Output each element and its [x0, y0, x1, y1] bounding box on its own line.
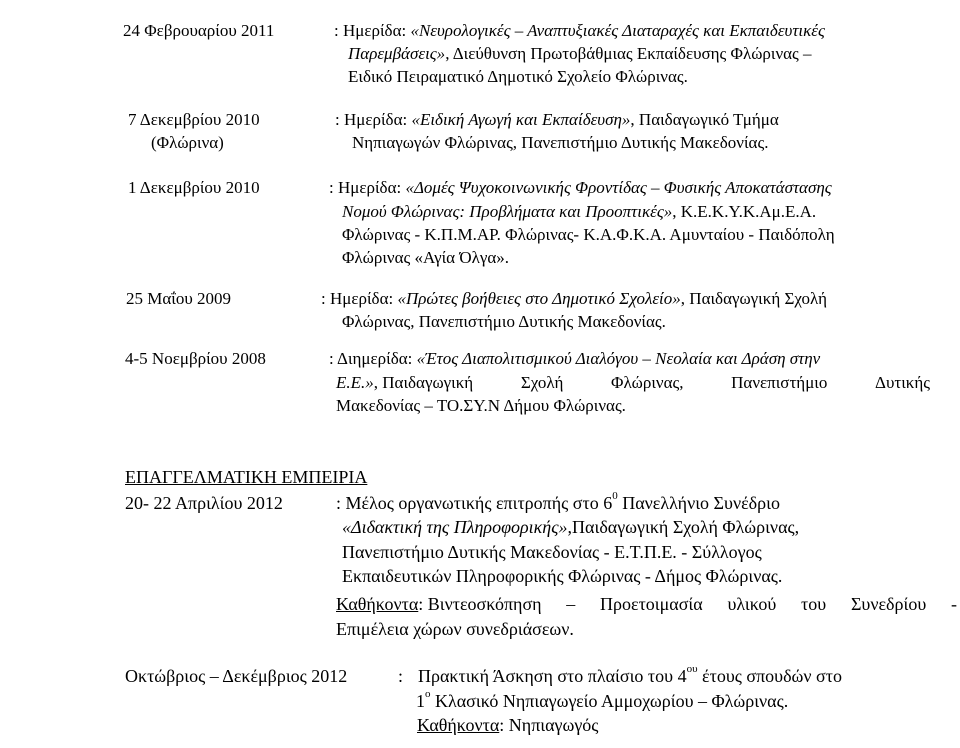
seminar-text: Νηπιαγωγών Φλώρινας, Πανεπιστήμιο Δυτικής Μακεδονίας.: [352, 133, 769, 152]
seminar-title: Νομού Φλώρινας: Προβλήματα και Προοπτικές»: [342, 202, 673, 221]
seminar-prefix: : Ημερίδα:: [334, 21, 411, 40]
seminar-location: (Φλώρινα): [151, 133, 224, 152]
duties-text: : Νηπιαγωγός: [499, 715, 599, 735]
seminar-text: [334, 22, 825, 39]
experience-role: έτους σπουδών στο: [697, 666, 842, 686]
seminar-text: Φλώρινας - Κ.Π.Μ.ΑΡ. Φλώρινας- Κ.Α.Φ.Κ.Α. Αμυνταίου - Παιδόπολη: [342, 225, 835, 244]
experience-date: 20- 22 Απριλίου 2012: [125, 493, 283, 513]
section-heading: ΕΠΑΓΓΕΛΜΑΤΙΚΗ ΕΜΠΕΙΡΙΑ: [125, 467, 368, 487]
experience-text: [342, 518, 799, 536]
duties-text: υλικού: [727, 594, 777, 614]
experience-organizer: ,Παιδαγωγική Σχολή Φλώρινας,: [567, 517, 800, 537]
seminar-date: 7 Δεκεμβρίου 2010: [128, 110, 260, 129]
seminar-text: [348, 45, 812, 62]
duties-text: -: [950, 594, 957, 614]
seminar-title: Παρεμβάσεις»: [348, 44, 446, 63]
experience-text: Πανεπιστήμιο Δυτικής Μακεδονίας - Ε.Τ.Π.Ε. - Σύλλογος: [342, 542, 762, 562]
duties-text: Προετοιμασία: [600, 594, 703, 614]
duties-text: του: [801, 594, 827, 614]
conference-title: «Διδακτική της Πληροφορικής»: [342, 517, 568, 537]
seminar-text: [342, 203, 816, 220]
experience-place: 1: [416, 691, 425, 711]
seminar-text: [329, 350, 820, 367]
seminar-prefix: : Ημερίδα:: [335, 110, 412, 129]
seminar-prefix: : Διημερίδα:: [329, 349, 417, 368]
seminar-title: «Ειδική Αγωγή και Εκπαίδευση»: [411, 110, 631, 129]
seminar-organizer: , Διεύθυνση Πρωτοβάθμιας Εκπαίδευσης Φλώρινας –: [445, 44, 812, 63]
experience-role: Πρακτική Άσκηση στο πλαίσιο του 4: [418, 666, 687, 686]
seminar-text: Μακεδονίας – ΤΟ.ΣΥ.Ν Δήμου Φλώρινας.: [336, 396, 626, 415]
duties-text: Συνεδρίου: [850, 594, 927, 614]
duties-text: –: [566, 594, 576, 614]
superscript: 0: [612, 490, 618, 502]
duties-label: Καθήκοντα: [417, 715, 500, 735]
experience-text: [336, 490, 780, 513]
seminar-title: «Νευρολογικές – Αναπτυξιακές Διαταραχές και Εκπαιδευτικές: [410, 21, 825, 40]
seminar-text: Ειδικό Πειραματικό Δημοτικό Σχολείο Φλώρινας.: [348, 67, 688, 86]
seminar-organizer: , Παιδαγωγικό Τμήμα: [630, 110, 779, 129]
experience-colon: :: [398, 666, 404, 686]
experience-text: [418, 663, 842, 686]
seminar-organizer: , Παιδαγωγική: [373, 373, 474, 392]
experience-text: [416, 688, 789, 711]
seminar-date: 25 Μαΐου 2009: [126, 289, 232, 308]
superscript: ου: [686, 663, 698, 675]
seminar-title: «Δομές Ψυχοκοινωνικής Φροντίδας – Φυσικής Αποκατάστασης: [405, 178, 832, 197]
seminar-text: [336, 374, 930, 391]
seminar-organizer: Σχολή: [520, 373, 564, 392]
seminar-date: 24 Φεβρουαρίου 2011: [123, 21, 275, 40]
seminar-text: [335, 111, 779, 128]
seminar-title: Ε.Ε.»: [336, 373, 374, 392]
seminar-text: [321, 290, 827, 307]
seminar-date: 1 Δεκεμβρίου 2010: [128, 178, 260, 197]
seminar-organizer: Δυτικής: [875, 373, 930, 392]
duties-text: : Βιντεοσκόπηση: [418, 594, 542, 614]
experience-role: : Μέλος οργανωτικής επιτροπής στο 6: [336, 493, 613, 513]
seminar-title: «Έτος Διαπολιτισμικού Διαλόγου – Νεολαία και Δράση στην: [416, 349, 821, 368]
seminar-date: 4-5 Νοεμβρίου 2008: [125, 349, 266, 368]
seminar-title: «Πρώτες βοήθειες στο Δημοτικό Σχολείο»: [397, 289, 681, 308]
experience-date: Οκτώβριος – Δεκέμβριος 2012: [125, 666, 348, 686]
seminar-organizer: , Κ.Ε.Κ.Υ.Κ.Αμ.Ε.Α.: [672, 202, 817, 221]
seminar-organizer: , Παιδαγωγική Σχολή: [680, 289, 828, 308]
seminar-text: [329, 179, 832, 196]
seminar-organizer: Φλώρινας,: [611, 373, 684, 392]
seminar-text: Φλώρινας «Αγία Όλγα».: [342, 248, 510, 267]
experience-text: Επιμέλεια χώρων συνεδριάσεων.: [336, 619, 574, 639]
experience-text: Εκπαιδευτικών Πληροφορικής Φλώρινας - Δήμος Φλώρινας.: [342, 566, 783, 586]
experience-place: Κλασικό Νηπιαγωγείο Αμμοχωρίου – Φλώρινας.: [430, 691, 789, 711]
seminar-organizer: Πανεπιστήμιο: [731, 373, 828, 392]
seminar-prefix: : Ημερίδα:: [321, 289, 398, 308]
duties-label: Καθήκοντα: [336, 594, 419, 614]
duties-line: [417, 716, 598, 734]
experience-role: Πανελλήνιο Συνέδριο: [617, 493, 780, 513]
duties-line: [336, 595, 957, 613]
seminar-text: Φλώρινας, Πανεπιστήμιο Δυτικής Μακεδονίας.: [342, 312, 666, 331]
seminar-prefix: : Ημερίδα:: [329, 178, 406, 197]
superscript: ο: [425, 688, 431, 700]
